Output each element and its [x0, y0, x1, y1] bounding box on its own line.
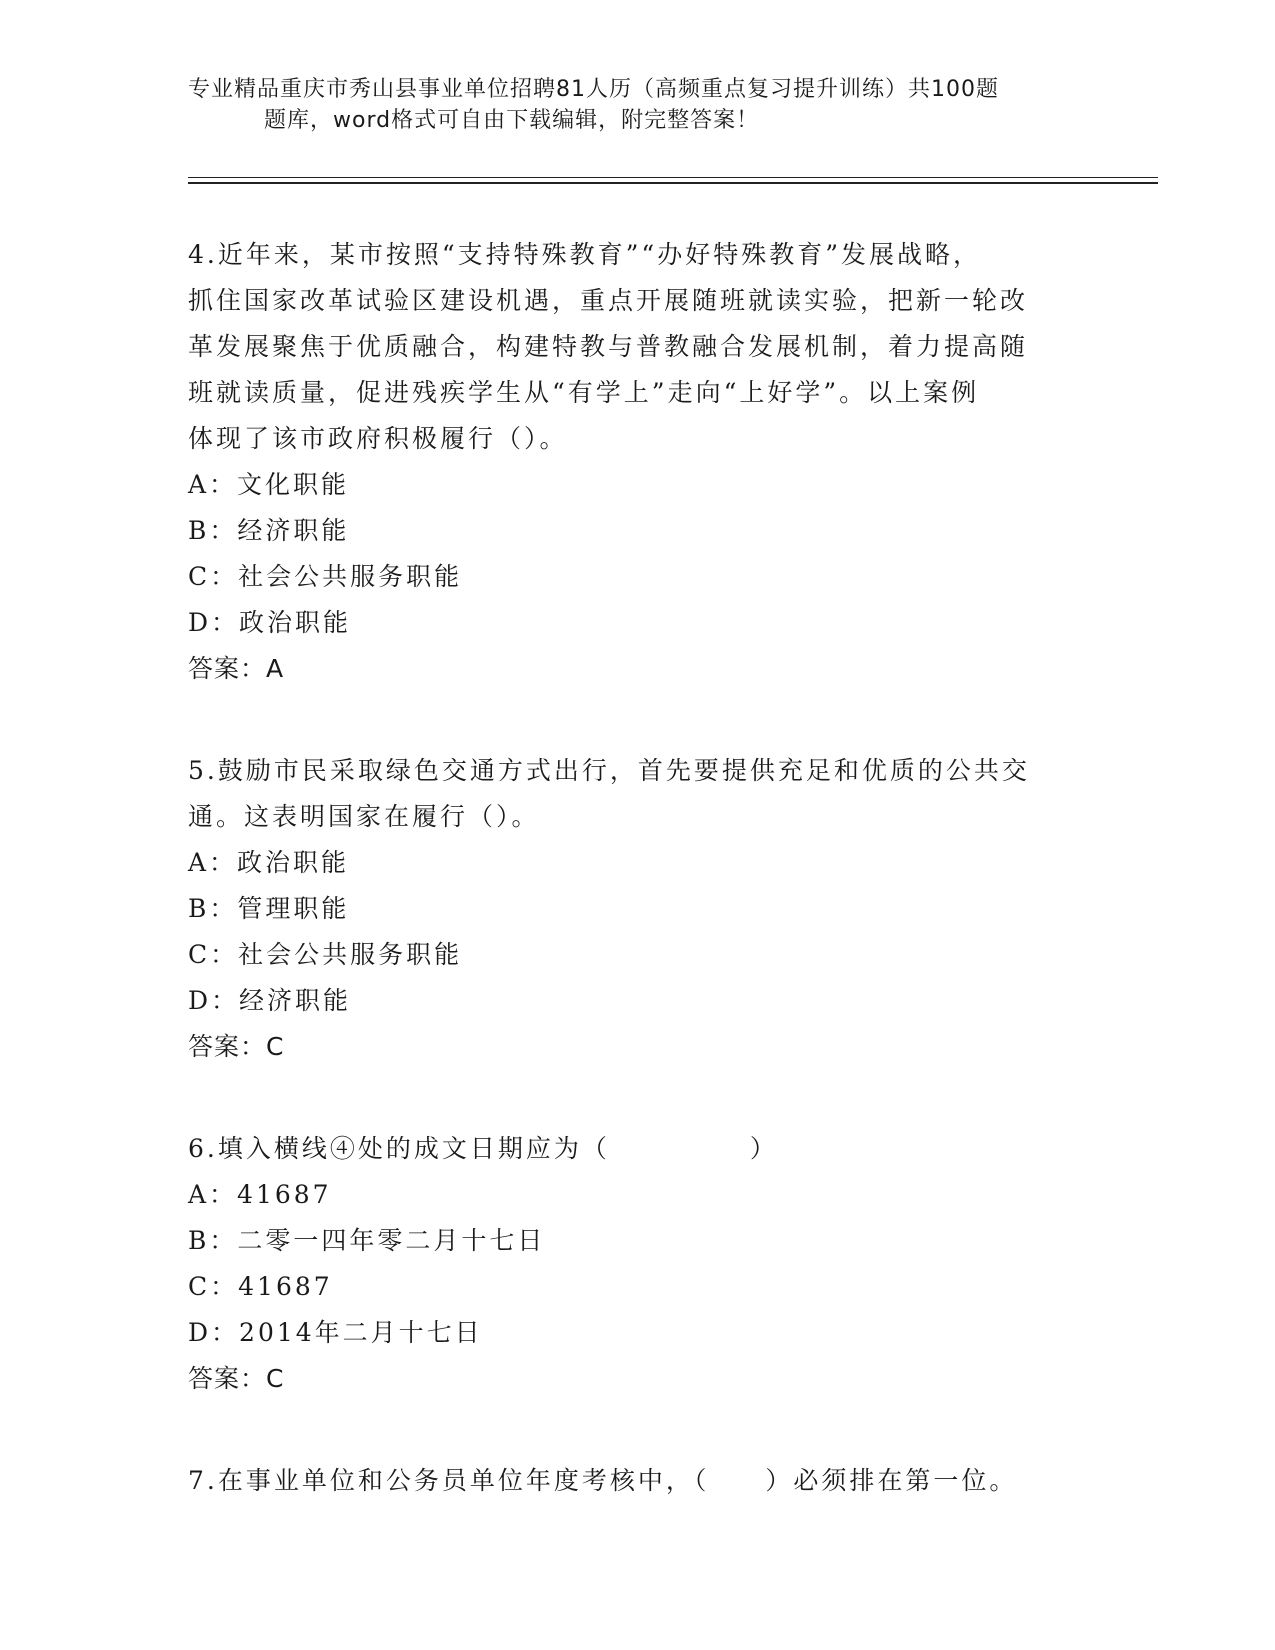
- option-a: A：政治职能: [188, 848, 350, 877]
- question-5: [188, 748, 1068, 1070]
- header-title-line-2: 题库，word格式可自由下载编辑，附完整答案！: [264, 108, 760, 133]
- header-title-line-1: 专业精品重庆市秀山县事业单位招聘81人历（高频重点复习提升训练）共100题: [188, 77, 999, 102]
- question-stem-line: 革发展聚焦于优质融合，构建特教与普教融合发展机制，着力提高随: [188, 332, 1029, 361]
- answer-line: 答案：A: [188, 654, 285, 683]
- option-c: C：社会公共服务职能: [188, 940, 463, 969]
- question-6: [188, 1126, 1068, 1402]
- question-stem-line: 体现了该市政府积极履行（）。: [188, 424, 568, 453]
- question-stem-line: 5.鼓励市民采取绿色交通方式出行，首先要提供充足和优质的公共交: [188, 756, 1030, 785]
- question-7: [188, 1458, 1068, 1504]
- question-list: [188, 232, 1068, 1560]
- document-header: [188, 74, 1078, 136]
- question-stem-line: 6.填入横线④处的成文日期应为（ ）: [188, 1134, 778, 1163]
- option-a: A：41687: [188, 1180, 332, 1209]
- option-a: A：文化职能: [188, 470, 350, 499]
- option-d: D：经济职能: [188, 986, 352, 1015]
- answer-line: 答案：C: [188, 1032, 285, 1061]
- option-b: B：二零一四年零二月十七日: [188, 1226, 546, 1255]
- option-c: C：41687: [188, 1272, 333, 1301]
- question-4: [188, 232, 1068, 692]
- option-b: B：管理职能: [188, 894, 350, 923]
- answer-line: 答案：C: [188, 1364, 285, 1393]
- question-stem-line: 抓住国家改革试验区建设机遇，重点开展随班就读实验，把新一轮改: [188, 286, 1029, 315]
- header-divider-thick: [188, 182, 1158, 184]
- question-stem-line: 4.近年来，某市按照“支持特殊教育”“办好特殊教育”发展战略，: [188, 240, 981, 269]
- header-divider-thin: [188, 177, 1158, 178]
- option-d: D：2014年二月十七日: [188, 1318, 483, 1347]
- option-d: D：政治职能: [188, 608, 352, 637]
- question-stem-line: 7.在事业单位和公务员单位年度考核中，（ ）必须排在第一位。: [188, 1466, 1018, 1495]
- option-c: C：社会公共服务职能: [188, 562, 463, 591]
- question-stem-line: 通。这表明国家在履行（）。: [188, 802, 540, 831]
- question-stem-line: 班就读质量，促进残疾学生从“有学上”走向“上好学”。以上案例: [188, 378, 980, 407]
- option-b: B：经济职能: [188, 516, 350, 545]
